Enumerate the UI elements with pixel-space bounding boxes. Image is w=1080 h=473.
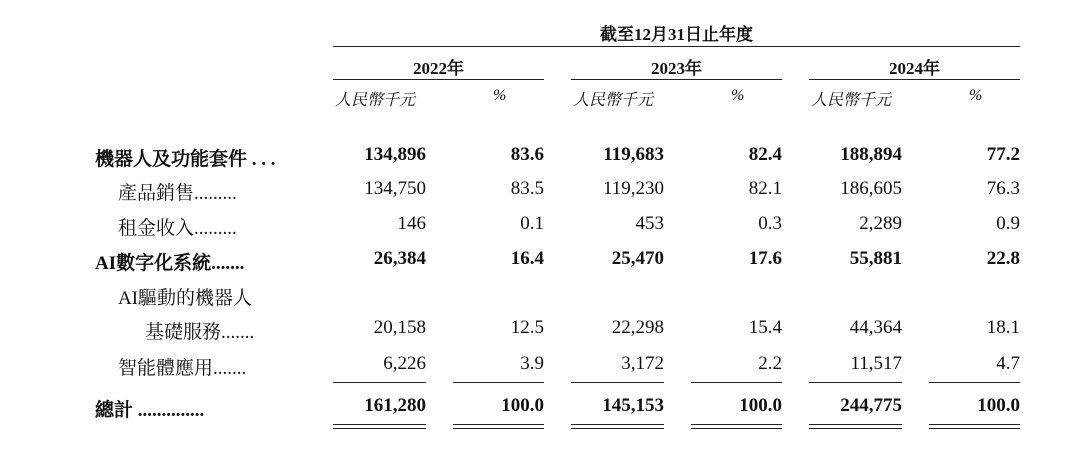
cell: 0.3	[758, 213, 782, 234]
cell: 6,226	[383, 353, 426, 374]
cell: 3,172	[621, 353, 664, 374]
cell: 82.1	[748, 178, 782, 199]
cell: 25,470	[611, 248, 664, 269]
unit-pct-2023: %	[731, 87, 745, 104]
cell: 2.2	[758, 353, 782, 374]
year-header-2023: 2023年	[651, 59, 702, 78]
year-header-2024: 2024年	[889, 59, 940, 78]
row-label-basic-services: 基礎服務.......	[145, 322, 255, 343]
cell: 146	[397, 213, 426, 234]
subtotal-rule	[571, 382, 664, 383]
subtotal-rule	[809, 382, 902, 383]
cell: 244,775	[840, 395, 902, 416]
subtotal-rule	[333, 382, 426, 383]
cell: 119,230	[602, 178, 664, 199]
cell: 134,750	[364, 178, 426, 199]
cell: 134,896	[364, 144, 426, 165]
cell: 83.5	[510, 178, 544, 199]
cell: 2,289	[859, 213, 902, 234]
unit-pct-2024: %	[969, 87, 983, 104]
unit-rmb-2024: 人民幣千元	[811, 92, 892, 109]
row-label-product-sales: 產品銷售.........	[118, 183, 237, 204]
cell: 15.4	[748, 317, 782, 338]
total-double-rule	[571, 424, 664, 429]
row-label-rental-income: 租金收入.........	[118, 218, 237, 239]
row-label-ai-driven-robots: AI驅動的機器人	[118, 288, 253, 309]
period-header: 截至12月31日止年度	[600, 25, 753, 44]
cell: 186,605	[840, 178, 902, 199]
cell: 11,517	[850, 353, 902, 374]
cell: 22,298	[611, 317, 664, 338]
cell: 76.3	[986, 178, 1020, 199]
year-rule-2024	[809, 79, 1020, 80]
cell: 55,881	[849, 248, 902, 269]
row-label-total: 總計 ..............	[95, 400, 205, 421]
total-double-rule	[809, 424, 902, 429]
cell: 3.9	[520, 353, 544, 374]
row-label-ai-digital-systems: AI數字化系統.......	[95, 253, 245, 274]
cell: 77.2	[986, 144, 1020, 165]
total-double-rule	[929, 424, 1020, 429]
row-label-agent-applications: 智能體應用.......	[118, 358, 247, 379]
cell: 18.1	[986, 317, 1020, 338]
cell: 100.0	[501, 395, 544, 416]
cell: 12.5	[510, 317, 544, 338]
year-rule-2023	[571, 79, 782, 80]
cell: 17.6	[748, 248, 782, 269]
total-double-rule	[333, 424, 426, 429]
year-rule-2022	[333, 79, 544, 80]
total-double-rule	[691, 424, 782, 429]
cell: 145,153	[602, 395, 664, 416]
subtotal-rule	[453, 382, 544, 383]
header-rule	[333, 46, 1020, 47]
cell: 100.0	[739, 395, 782, 416]
cell: 44,364	[849, 317, 902, 338]
unit-pct-2022: %	[493, 87, 507, 104]
cell: 82.4	[748, 144, 782, 165]
cell: 16.4	[510, 248, 544, 269]
cell: 100.0	[977, 395, 1020, 416]
row-label-robots-kits: 機器人及功能套件 . . .	[95, 149, 276, 170]
cell: 26,384	[373, 248, 426, 269]
year-header-2022: 2022年	[413, 59, 464, 78]
cell: 453	[635, 213, 664, 234]
cell: 83.6	[510, 144, 544, 165]
cell: 4.7	[996, 353, 1020, 374]
total-double-rule	[453, 424, 544, 429]
subtotal-rule	[691, 382, 782, 383]
cell: 188,894	[840, 144, 902, 165]
cell: 0.9	[996, 213, 1020, 234]
cell: 0.1	[520, 213, 544, 234]
subtotal-rule	[929, 382, 1020, 383]
cell: 119,683	[603, 144, 664, 165]
unit-rmb-2022: 人民幣千元	[335, 92, 416, 109]
cell: 20,158	[373, 317, 426, 338]
cell: 161,280	[364, 395, 426, 416]
cell: 22.8	[986, 248, 1020, 269]
unit-rmb-2023: 人民幣千元	[573, 92, 654, 109]
